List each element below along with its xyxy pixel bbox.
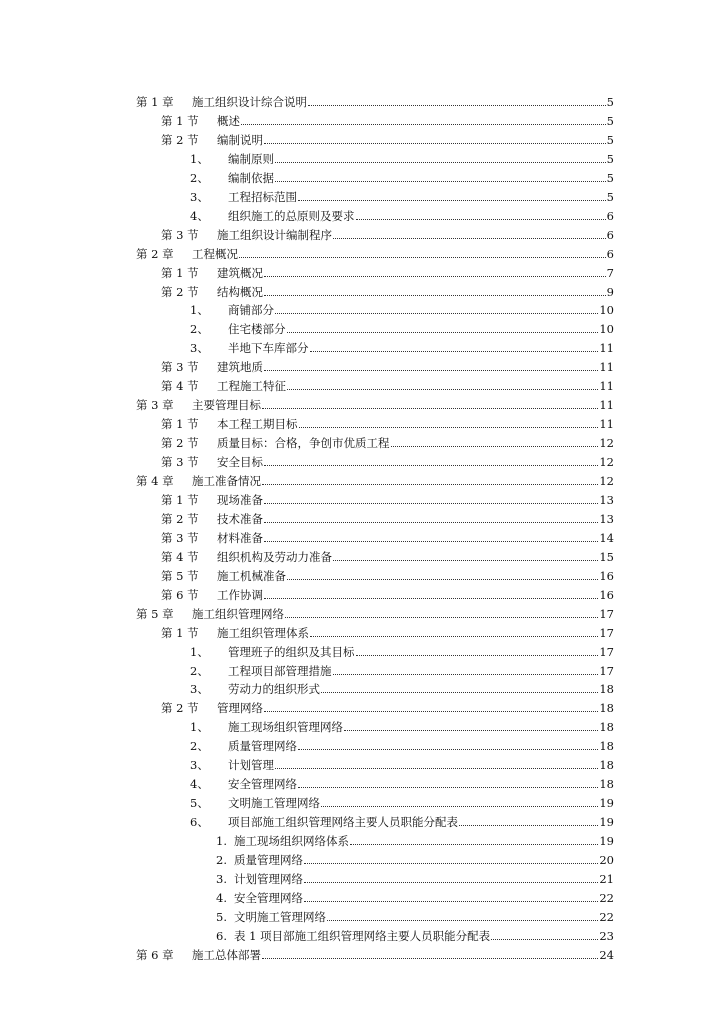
dot-leader	[391, 446, 599, 447]
dot-leader	[264, 465, 598, 466]
toc-entry-number: 5、	[190, 796, 209, 811]
dot-leader	[344, 730, 598, 731]
toc-entry-number: 5.	[216, 909, 227, 924]
toc-entry-page-number: 17	[599, 644, 614, 659]
toc-entry[interactable]	[161, 697, 614, 715]
toc-entry-page-number: 5	[606, 114, 614, 128]
toc-entry-title: 管理班子的组织及其目标	[228, 644, 355, 659]
toc-entry-number: 第 3 章	[136, 398, 174, 413]
toc-entry-number: 3、	[190, 341, 209, 356]
toc-entry-title: 安全管理网络	[228, 777, 297, 792]
toc-entry-title: 组织机构及劳动力准备	[217, 549, 332, 564]
toc-entry[interactable]	[216, 849, 614, 867]
toc-entry[interactable]	[190, 318, 614, 336]
toc-entry-number: 第 5 章	[136, 606, 174, 621]
toc-entry-number: 第 2 节	[161, 701, 199, 716]
dot-leader	[239, 257, 606, 258]
toc-entry[interactable]	[136, 243, 614, 261]
toc-entry-number: 第 1 节	[161, 114, 199, 128]
dot-leader	[333, 560, 598, 561]
toc-entry-title: 主要管理目标	[192, 398, 261, 413]
toc-entry[interactable]	[161, 356, 614, 374]
toc-entry-title: 编制原则	[228, 151, 274, 166]
dot-leader	[287, 389, 598, 390]
dot-leader	[264, 370, 598, 371]
dot-leader	[350, 844, 598, 845]
toc-entry-number: 2、	[190, 322, 209, 337]
toc-entry-number: 第 1 节	[161, 265, 199, 280]
toc-entry-number: 第 2 节	[161, 284, 199, 299]
dot-leader	[287, 579, 598, 580]
dot-leader	[321, 692, 598, 693]
toc-entry-page-number: 18	[599, 739, 614, 754]
dot-leader	[287, 332, 599, 333]
toc-entry-number: 第 4 章	[136, 474, 174, 488]
toc-entry-page-number: 12	[599, 436, 614, 451]
toc-entry[interactable]	[190, 299, 614, 317]
dot-leader	[264, 295, 606, 296]
toc-entry[interactable]	[161, 413, 614, 431]
dot-leader	[275, 162, 606, 163]
toc-entry-page-number: 5	[606, 170, 614, 185]
toc-entry[interactable]	[190, 754, 614, 772]
toc-entry[interactable]	[216, 868, 614, 886]
toc-entry-title: 组织施工的总原则及要求	[228, 208, 355, 223]
toc-entry[interactable]	[161, 489, 614, 507]
toc-entry-title: 材料准备	[217, 530, 263, 545]
toc-entry-number: 第 3 节	[161, 455, 199, 470]
toc-entry[interactable]	[190, 186, 614, 204]
toc-entry[interactable]	[190, 716, 614, 734]
toc-entry[interactable]	[190, 205, 614, 223]
dot-leader	[241, 124, 606, 125]
toc-entry-number: 第 2 节	[161, 511, 199, 526]
dot-leader	[262, 484, 598, 485]
toc-entry[interactable]	[190, 167, 614, 185]
toc-entry[interactable]	[136, 603, 614, 621]
dot-leader	[304, 882, 598, 883]
dot-leader	[285, 617, 598, 618]
toc-entry-number: 第 4 节	[161, 379, 199, 394]
dot-leader	[262, 408, 598, 409]
toc-entry-title: 质量管理网络	[228, 739, 297, 754]
toc-entry[interactable]	[216, 830, 614, 848]
dot-leader	[264, 503, 598, 504]
toc-entry-number: 第 3 节	[161, 530, 199, 545]
dot-leader	[333, 238, 606, 239]
toc-entry-number: 第 6 章	[136, 947, 174, 962]
dot-leader	[491, 939, 598, 940]
toc-entry[interactable]	[190, 773, 614, 791]
dot-leader	[299, 427, 599, 428]
toc-entry-number: 第 5 节	[161, 568, 199, 583]
toc-entry-title: 质量目标：合格，争创市优质工程	[217, 436, 390, 451]
toc-entry[interactable]	[161, 622, 614, 640]
toc-entry-page-number: 10	[599, 303, 614, 318]
toc-entry-title: 劳动力的组织形式	[228, 682, 320, 697]
toc-entry-title: 现场准备	[217, 492, 263, 507]
toc-entry-number: 第 4 节	[161, 549, 199, 564]
toc-entry-page-number: 17	[599, 663, 614, 678]
toc-entry-number: 3、	[190, 189, 209, 204]
toc-entry-page-number: 22	[599, 909, 614, 924]
dot-leader	[310, 351, 599, 352]
toc-entry-title: 安全管理网络	[234, 890, 303, 905]
toc-entry-page-number: 23	[599, 928, 614, 943]
toc-entry-title: 项目部施工组织管理网络主要人员职能分配表	[228, 815, 458, 830]
toc-entry-title: 施工总体部署	[192, 947, 261, 962]
toc-entry-page-number: 5	[606, 95, 614, 109]
toc-entry[interactable]	[161, 565, 614, 583]
toc-entry[interactable]	[190, 735, 614, 753]
toc-entry-page-number: 17	[599, 606, 614, 621]
toc-entry[interactable]	[161, 262, 614, 280]
toc-entry-page-number: 19	[599, 834, 614, 848]
toc-entry[interactable]	[190, 792, 614, 810]
toc-entry-page-number: 20	[599, 853, 614, 867]
toc-entry-number: 第 1 节	[161, 492, 199, 507]
toc-entry-page-number: 17	[599, 625, 614, 640]
toc-entry-number: 4、	[190, 777, 209, 792]
toc-entry[interactable]	[161, 375, 614, 393]
toc-entry[interactable]	[161, 508, 614, 526]
toc-entry[interactable]	[136, 91, 614, 109]
toc-entry-page-number: 9	[606, 284, 614, 299]
toc-entry-page-number: 22	[599, 890, 614, 905]
toc-entry-page-number: 24	[599, 947, 614, 962]
toc-entry-page-number: 16	[599, 587, 614, 602]
dot-leader	[264, 541, 598, 542]
toc-entry-number: 第 1 章	[136, 95, 174, 109]
toc-entry-page-number: 12	[599, 455, 614, 470]
toc-entry-title: 施工组织管理体系	[217, 625, 309, 640]
toc-entry[interactable]	[136, 394, 614, 412]
toc-entry-number: 第 1 节	[161, 625, 199, 640]
toc-entry-page-number: 5	[606, 189, 614, 204]
toc-entry[interactable]	[161, 584, 614, 602]
toc-entry-title: 文明施工管理网络	[234, 909, 326, 924]
toc-entry-page-number: 19	[599, 815, 614, 830]
toc-entry[interactable]	[161, 546, 614, 564]
toc-entry-page-number: 21	[599, 871, 614, 886]
toc-entry-title: 建筑概况	[217, 265, 263, 280]
toc-entry-page-number: 5	[606, 132, 614, 147]
toc-entry-number: 2.	[216, 853, 227, 867]
toc-entry-page-number: 5	[606, 151, 614, 166]
toc-entry-title: 半地下车库部分	[228, 341, 309, 356]
toc-entry-number: 4.	[216, 890, 227, 905]
toc-entry-number: 6、	[190, 815, 209, 830]
toc-entry-title: 文明施工管理网络	[228, 796, 320, 811]
toc-entry-number: 第 2 节	[161, 132, 199, 147]
toc-entry-number: 1、	[190, 303, 209, 318]
toc-entry-title: 表 1 项目部施工组织管理网络主要人员职能分配表	[234, 928, 491, 943]
toc-entry-number: 3、	[190, 758, 209, 773]
toc-entry-number: 1、	[190, 644, 209, 659]
toc-entry-page-number: 11	[599, 379, 614, 394]
dot-leader	[264, 711, 598, 712]
toc-entry-number: 第 2 章	[136, 246, 174, 261]
toc-entry-number: 第 3 节	[161, 360, 199, 375]
toc-entry[interactable]	[190, 148, 614, 166]
toc-entry[interactable]	[161, 451, 614, 469]
dot-leader	[356, 219, 606, 220]
toc-entry-number: 4、	[190, 208, 209, 223]
toc-entry-number: 2、	[190, 739, 209, 754]
toc-entry-number: 3.	[216, 871, 227, 886]
toc-entry-page-number: 18	[599, 720, 614, 735]
toc-entry-number: 第 1 节	[161, 417, 199, 432]
toc-entry-title: 商铺部分	[228, 303, 274, 318]
dot-leader	[304, 901, 598, 902]
toc-entry-title: 建筑地质	[217, 360, 263, 375]
toc-entry-page-number: 6	[606, 208, 614, 223]
dot-leader	[264, 276, 606, 277]
toc-entry-title: 施工准备情况	[192, 474, 261, 488]
toc-entry[interactable]	[136, 470, 614, 488]
toc-entry[interactable]	[190, 337, 614, 355]
toc-entry-number: 第 6 节	[161, 587, 199, 602]
toc-entry-number: 3、	[190, 682, 209, 697]
toc-entry-title: 工作协调	[217, 587, 263, 602]
toc-entry[interactable]	[190, 641, 614, 659]
dot-leader	[264, 143, 606, 144]
dot-leader	[333, 674, 599, 675]
toc-entry-title: 本工程工期目标	[217, 417, 298, 432]
toc-entry-page-number: 11	[599, 341, 614, 356]
toc-entry-title: 质量管理网络	[234, 853, 303, 867]
toc-entry-number: 第 3 节	[161, 227, 199, 242]
toc-entry-title: 工程招标范围	[228, 189, 297, 204]
toc-entry[interactable]	[136, 944, 614, 962]
toc-entry[interactable]	[190, 660, 614, 678]
toc-entry[interactable]	[161, 129, 614, 147]
toc-entry-page-number: 15	[599, 549, 614, 564]
toc-entry-page-number: 6	[606, 246, 614, 261]
toc-entry[interactable]	[161, 224, 614, 242]
toc-entry-page-number: 18	[599, 777, 614, 792]
toc-entry-title: 计划管理网络	[234, 871, 303, 886]
toc-entry-number: 6.	[216, 928, 227, 943]
toc-entry[interactable]	[161, 281, 614, 299]
toc-entry-title: 结构概况	[217, 284, 263, 299]
toc-entry-title: 施工组织设计综合说明	[192, 95, 307, 109]
toc-entry-page-number: 14	[599, 530, 614, 545]
toc-entry-number: 1.	[216, 834, 227, 848]
dot-leader	[264, 522, 598, 523]
toc-entry-page-number: 12	[599, 474, 614, 488]
toc-entry-number: 2、	[190, 170, 209, 185]
dot-leader	[356, 655, 599, 656]
toc-entry-title: 概述	[217, 114, 240, 128]
toc-entry-title: 施工组织设计编制程序	[217, 227, 332, 242]
dot-leader	[275, 768, 598, 769]
toc-entry-page-number: 6	[606, 227, 614, 242]
dot-leader	[298, 200, 606, 201]
toc-entry-title: 安全目标	[217, 455, 263, 470]
toc-entry-page-number: 13	[599, 511, 614, 526]
toc-entry[interactable]	[216, 925, 614, 943]
toc-entry-page-number: 18	[599, 682, 614, 697]
toc-entry-title: 计划管理	[228, 758, 274, 773]
toc-entry-page-number: 11	[599, 398, 614, 413]
toc-entry-page-number: 16	[599, 568, 614, 583]
toc-entry[interactable]	[161, 110, 614, 128]
dot-leader	[264, 598, 598, 599]
toc-entry-title: 编制依据	[228, 170, 274, 185]
toc-entry-number: 1、	[190, 720, 209, 735]
toc-entry-title: 技术准备	[217, 511, 263, 526]
toc-entry-page-number: 10	[599, 322, 614, 337]
dot-leader	[298, 787, 598, 788]
toc-entry[interactable]	[216, 906, 614, 924]
toc-entry-title: 工程概况	[192, 246, 238, 261]
toc-entry-page-number: 19	[599, 796, 614, 811]
dot-leader	[275, 181, 606, 182]
dot-leader	[321, 806, 598, 807]
toc-entry-title: 管理网络	[217, 701, 263, 716]
dot-leader	[262, 958, 598, 959]
dot-leader	[310, 636, 598, 637]
dot-leader	[275, 313, 598, 314]
toc-entry-number: 2、	[190, 663, 209, 678]
toc-entry-page-number: 18	[599, 758, 614, 773]
toc-entry-title: 施工现场组织网络体系	[234, 834, 349, 848]
toc-entry-title: 住宅楼部分	[228, 322, 286, 337]
toc-entry-title: 施工现场组织管理网络	[228, 720, 343, 735]
toc-entry-number: 第 2 节	[161, 436, 199, 451]
toc-entry-title: 工程施工特征	[217, 379, 286, 394]
dot-leader	[459, 825, 598, 826]
toc-entry[interactable]	[161, 527, 614, 545]
dot-leader	[308, 105, 606, 106]
toc-entry-page-number: 11	[599, 417, 614, 432]
dot-leader	[327, 920, 598, 921]
toc-entry-page-number: 11	[599, 360, 614, 375]
toc-entry[interactable]	[216, 887, 614, 905]
toc-entry-title: 编制说明	[217, 132, 263, 147]
toc-entry[interactable]	[190, 678, 614, 696]
toc-entry-page-number: 13	[599, 492, 614, 507]
toc-entry-page-number: 7	[606, 265, 614, 280]
dot-leader	[298, 749, 598, 750]
toc-entry[interactable]	[161, 432, 614, 450]
toc-entry-number: 1、	[190, 151, 209, 166]
toc-entry-title: 工程项目部管理措施	[228, 663, 332, 678]
toc-entry-page-number: 18	[599, 701, 614, 716]
dot-leader	[304, 863, 598, 864]
toc-entry[interactable]	[190, 811, 614, 829]
toc-entry-title: 施工组织管理网络	[192, 606, 284, 621]
toc-entry-title: 施工机械准备	[217, 568, 286, 583]
